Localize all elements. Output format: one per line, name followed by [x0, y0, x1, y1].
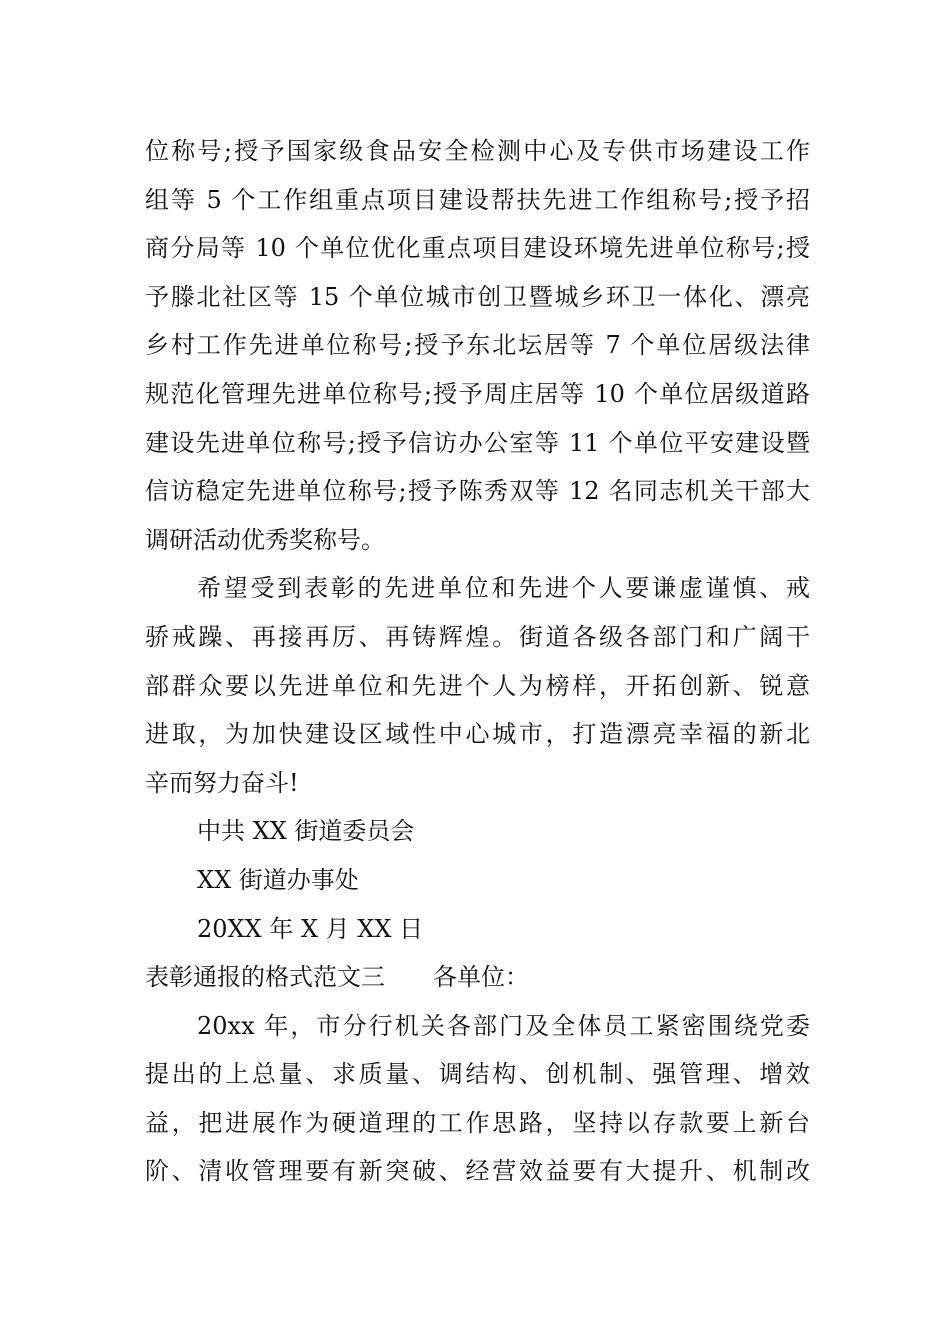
signature-committee: 中共 XX 街道委员会 — [197, 817, 415, 846]
text-line: 组等 5 个工作组重点项目建设帮扶先进工作组称号;授予招 — [145, 185, 810, 214]
text-line: 建设先进单位称号;授予信访办公室等 11 个单位平安建设暨 — [145, 428, 810, 457]
paragraph-continuation — [145, 127, 810, 564]
text-line: 益，把进展作为硬道理的工作思路，坚持以存款要上新台 — [145, 1108, 810, 1137]
text-line: 信访稳定先进单位称号;授予陈秀双等 12 名同志机关干部大 — [145, 477, 810, 506]
section-heading — [145, 953, 810, 1002]
signature-date: 20XX 年 X 月 XX 日 — [197, 914, 424, 943]
text-line: 阶、清收管理要有新突破、经营效益要有大提升、机制改 — [145, 1157, 810, 1186]
text-line: 提出的上总量、求质量、调结构、创机制、强管理、增效 — [145, 1060, 810, 1089]
text-line: 骄戒躁、再接再厉、再铸辉煌。街道各级各部门和广阔干 — [145, 622, 810, 651]
text-line: 予滕北社区等 15 个单位城市创卫暨城乡环卫一体化、漂亮 — [145, 282, 810, 311]
text-line: 辛而努力奋斗! — [145, 768, 299, 797]
salutation: 各单位： — [433, 963, 529, 992]
signature-office: XX 街道办事处 — [197, 865, 359, 894]
text-line: 部群众要以先进单位和先进个人为榜样，开拓创新、锐意 — [145, 671, 810, 700]
section-title: 表彰通报的格式范文三 — [145, 963, 385, 992]
paragraph-third — [145, 1002, 810, 1196]
text-line: 调研活动优秀奖称号。 — [145, 525, 385, 554]
text-line: 位称号;授予国家级食品安全检测中心及专供市场建设工作 — [145, 137, 810, 165]
text-line: 规范化管理先进单位称号;授予周庄居等 10 个单位居级道路 — [145, 379, 810, 408]
text-line: 进取，为加快建设区域性中心城市，打造漂亮幸福的新北 — [145, 720, 810, 749]
text-line: 20xx 年，市分行机关各部门及全体员工紧密围绕党委 — [197, 1011, 810, 1040]
signature-block — [145, 807, 810, 953]
text-line: 商分局等 10 个单位优化重点项目建设环境先进单位称号;授 — [145, 234, 810, 263]
text-line: 希望受到表彰的先进单位和先进个人要谦虚谨慎、戒 — [197, 574, 810, 603]
paragraph-hope — [145, 564, 810, 807]
text-line: 乡村工作先进单位称号;授予东北坛居等 7 个单位居级法律 — [145, 331, 810, 360]
document-body — [145, 127, 810, 1196]
